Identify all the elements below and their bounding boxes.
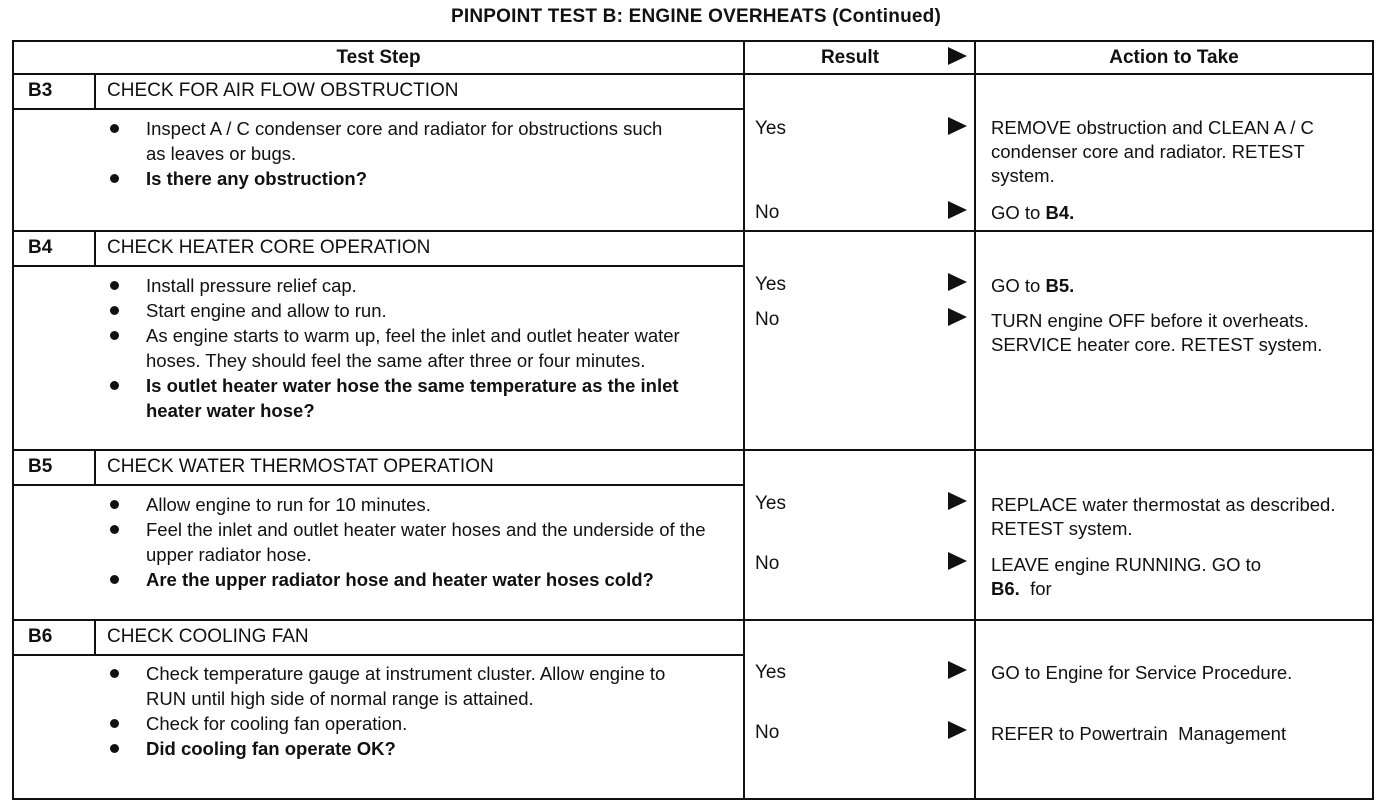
step-bullets [108, 492, 718, 592]
step-reference: B4. [1045, 202, 1075, 223]
page-title: PINPOINT TEST B: ENGINE OVERHEATS (Continued) [451, 6, 941, 27]
action-column-divider [974, 42, 976, 798]
id-divider [94, 620, 96, 654]
header-divider [14, 73, 1372, 75]
step-title: CHECK HEATER CORE OPERATION [107, 237, 431, 258]
result-yes: Yes [755, 662, 786, 683]
list-item: Check temperature gauge at instrument cluster. Allow engine to RUN until high side of normal range is attained. [108, 661, 698, 711]
list-item: Is there any obstruction? [108, 166, 678, 191]
result-no: No [755, 309, 780, 330]
arrow-icon [948, 117, 967, 135]
action-text: REFER to Powertrain Management [991, 723, 1287, 744]
arrow-icon [948, 552, 967, 570]
result-yes: Yes [755, 118, 786, 139]
action-text [991, 201, 1366, 225]
list-item: Are the upper radiator hose and heater water hoses cold? [108, 567, 718, 592]
arrow-icon [948, 661, 967, 679]
id-divider [94, 231, 96, 265]
list-item: Start engine and allow to run. [108, 298, 728, 323]
list-item: Allow engine to run for 10 minutes. [108, 492, 718, 517]
action-text: TURN engine OFF before it overheats. SERVICE heater core. RETEST system. [991, 310, 1323, 355]
list-item: Feel the inlet and outlet heater water hoses and the underside of the upper radiator hose. [108, 517, 718, 567]
id-divider [94, 450, 96, 484]
result-yes: Yes [755, 274, 786, 295]
step-bullets [108, 661, 698, 761]
step-reference: B6. [991, 578, 1020, 599]
list-item: Did cooling fan operate OK? [108, 736, 698, 761]
arrow-icon [948, 201, 967, 219]
header-arrow-icon [948, 47, 967, 65]
row-divider [14, 619, 1372, 621]
title-divider [14, 484, 743, 486]
action-main: LEAVE engine RUNNING. GO to [991, 554, 1262, 575]
list-item: Install pressure relief cap. [108, 273, 728, 298]
list-item: Check for cooling fan operation. [108, 711, 698, 736]
step-bullets [108, 273, 728, 423]
action-prefix: GO to [991, 275, 1046, 296]
test-step-header: Test Step [336, 47, 421, 68]
result-no: No [755, 202, 780, 223]
arrow-icon [948, 308, 967, 326]
result-no: No [755, 722, 780, 743]
result-header: Result [820, 47, 880, 68]
row-divider [14, 449, 1372, 451]
row-divider [14, 230, 1372, 232]
arrow-icon [948, 273, 967, 291]
step-title: CHECK COOLING FAN [107, 626, 309, 647]
action-header: Action to Take [1109, 47, 1239, 68]
step-title: CHECK WATER THERMOSTAT OPERATION [107, 456, 494, 477]
id-divider [94, 74, 96, 108]
action-text: GO to Engine for Service Procedure. [991, 662, 1293, 683]
action-suffix: for [1030, 578, 1052, 599]
list-item: Inspect A / C condenser core and radiator for obstructions such as leaves or bugs. [108, 116, 678, 166]
result-column-divider [743, 42, 745, 798]
title-divider [14, 108, 743, 110]
step-id: B4 [28, 237, 53, 258]
action-text: REMOVE obstruction and CLEAN A / C condenser core and radiator. RETEST system. [991, 117, 1314, 186]
step-title: CHECK FOR AIR FLOW OBSTRUCTION [107, 80, 459, 101]
title-divider [14, 265, 743, 267]
action-prefix: GO to [991, 202, 1046, 223]
action-text [991, 553, 1366, 601]
pinpoint-test-table [12, 40, 1374, 800]
action-text [991, 274, 1366, 298]
title-divider [14, 654, 743, 656]
list-item: Is outlet heater water hose the same temperature as the inlet heater water hose? [108, 373, 728, 423]
arrow-icon [948, 492, 967, 510]
step-id: B3 [28, 80, 53, 101]
arrow-icon [948, 721, 967, 739]
step-reference: B5. [1045, 275, 1075, 296]
result-yes: Yes [755, 493, 786, 514]
step-bullets [108, 116, 678, 191]
step-id: B6 [28, 626, 53, 647]
action-text: REPLACE water thermostat as described. RETEST system. [991, 494, 1336, 539]
result-no: No [755, 553, 780, 574]
step-id: B5 [28, 456, 53, 477]
list-item: As engine starts to warm up, feel the inlet and outlet heater water hoses. They should feel the same after three or four minutes. [108, 323, 728, 373]
